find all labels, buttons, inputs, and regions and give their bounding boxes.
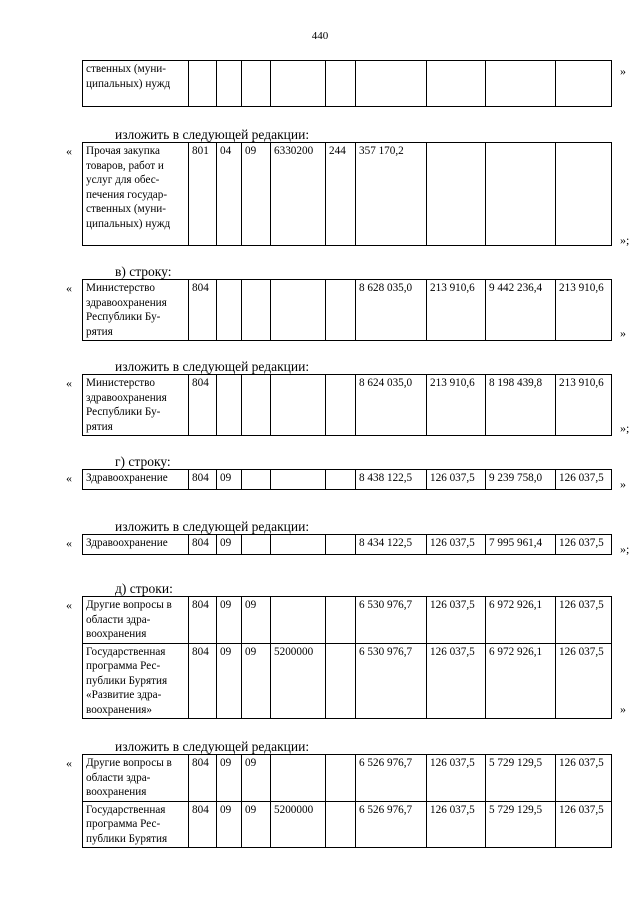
table-cell: 804 — [189, 801, 217, 848]
table-cell — [427, 61, 486, 107]
table-row — [83, 143, 612, 246]
table-row — [83, 375, 612, 436]
row-name-cell: ственных (муни- ципальных) нужд — [83, 61, 189, 107]
table-cell — [189, 61, 217, 107]
table-cell: 09 — [242, 643, 271, 719]
table-cell — [271, 535, 326, 555]
table-cell: 6330200 — [271, 143, 326, 246]
table-cell: 04 — [217, 143, 242, 246]
table-cell: 804 — [189, 597, 217, 644]
table-cell — [217, 375, 242, 436]
budget-table — [82, 596, 612, 719]
section-heading: изложить в следующей редакции: — [115, 359, 310, 374]
table-cell: 126 037,5 — [556, 755, 612, 802]
table-cell: 5 729 129,5 — [486, 801, 556, 848]
table-cell: 126 037,5 — [427, 470, 486, 490]
opening-quote: « — [66, 471, 72, 485]
table-cell — [242, 61, 271, 107]
table-cell: 09 — [217, 597, 242, 644]
table-cell: 09 — [242, 597, 271, 644]
section-heading: изложить в следующей редакции: — [115, 519, 310, 534]
table-cell: 8 198 439,8 — [486, 375, 556, 436]
table-cell — [326, 801, 356, 848]
row-name-cell: Прочая закупка товаров, работ и услуг для обес- печения государ- ственных (муни- ципальных) нужд — [83, 143, 189, 246]
table-cell: 8 624 035,0 — [356, 375, 427, 436]
table-cell — [242, 535, 271, 555]
table-cell: 6 526 976,7 — [356, 755, 427, 802]
table-cell: 804 — [189, 643, 217, 719]
table-cell — [326, 755, 356, 802]
table-cell: 09 — [242, 801, 271, 848]
table-cell: 804 — [189, 280, 217, 341]
opening-quote: « — [66, 598, 72, 612]
table-cell — [271, 280, 326, 341]
table-cell: 09 — [217, 801, 242, 848]
section-heading: в) строку: — [115, 264, 172, 279]
table-row — [83, 755, 612, 802]
table-cell: 9 239 758,0 — [486, 470, 556, 490]
row-name-cell: Здравоохранение — [83, 470, 189, 490]
table-row — [83, 61, 612, 107]
opening-quote: « — [66, 281, 72, 295]
table-cell: 126 037,5 — [556, 643, 612, 719]
table-cell — [486, 143, 556, 246]
table-cell: 804 — [189, 470, 217, 490]
table-cell: 126 037,5 — [556, 470, 612, 490]
table-cell: 8 438 122,5 — [356, 470, 427, 490]
row-name-cell: Министерство здравоохранения Республики Бу- рятия — [83, 375, 189, 436]
table-cell: 5200000 — [271, 643, 326, 719]
table-row — [83, 597, 612, 644]
row-name-cell: Министерство здравоохранения Республики Бу- рятия — [83, 280, 189, 341]
table-cell — [242, 470, 271, 490]
table-cell — [326, 61, 356, 107]
table-cell — [486, 61, 556, 107]
table-cell: 126 037,5 — [556, 597, 612, 644]
table-cell: 126 037,5 — [427, 535, 486, 555]
table-cell — [326, 643, 356, 719]
table-cell: 126 037,5 — [556, 535, 612, 555]
table-cell: 8 628 035,0 — [356, 280, 427, 341]
table-cell: 213 910,6 — [556, 375, 612, 436]
table-cell: 126 037,5 — [427, 643, 486, 719]
table-row — [83, 280, 612, 341]
section-heading: изложить в следующей редакции: — [115, 739, 310, 754]
row-name-cell: Другие вопросы в области здра- воохранения — [83, 597, 189, 644]
table-row — [83, 801, 612, 848]
table-cell: 126 037,5 — [556, 801, 612, 848]
section-heading: д) строки: — [115, 581, 173, 596]
table-cell: 09 — [217, 535, 242, 555]
table-cell: 09 — [217, 470, 242, 490]
table-cell — [356, 61, 427, 107]
table-row — [83, 643, 612, 719]
table-cell: 09 — [217, 643, 242, 719]
table-cell: 6 530 976,7 — [356, 643, 427, 719]
table-cell — [326, 280, 356, 341]
budget-table — [82, 60, 612, 107]
table-cell: 6 972 926,1 — [486, 643, 556, 719]
closing-quote: » — [620, 477, 626, 491]
table-cell: 126 037,5 — [427, 801, 486, 848]
table-cell: 5 729 129,5 — [486, 755, 556, 802]
table-cell: 213 910,6 — [427, 280, 486, 341]
row-name-cell: Государственная программа Рес- публики Бурятия «Развитие здра- воохранения» — [83, 643, 189, 719]
table-cell: 6 530 976,7 — [356, 597, 427, 644]
table-cell: 804 — [189, 535, 217, 555]
table-cell — [271, 61, 326, 107]
opening-quote: « — [66, 376, 72, 390]
budget-table — [82, 142, 612, 246]
table-row — [83, 535, 612, 555]
closing-quote: » — [620, 702, 626, 716]
table-cell: 09 — [242, 143, 271, 246]
table-cell — [271, 597, 326, 644]
budget-table — [82, 534, 612, 555]
table-cell: 8 434 122,5 — [356, 535, 427, 555]
table-cell: 9 442 236,4 — [486, 280, 556, 341]
table-cell: 801 — [189, 143, 217, 246]
table-cell — [326, 597, 356, 644]
row-name-cell: Государственная программа Рес- публики Бурятия — [83, 801, 189, 848]
table-cell: 5200000 — [271, 801, 326, 848]
table-cell — [217, 280, 242, 341]
table-cell — [271, 755, 326, 802]
table-cell — [556, 61, 612, 107]
table-cell: 804 — [189, 375, 217, 436]
table-cell: 09 — [242, 755, 271, 802]
table-cell — [427, 143, 486, 246]
table-cell — [217, 61, 242, 107]
opening-quote: « — [66, 536, 72, 550]
page-number: 440 — [311, 30, 329, 42]
table-cell — [326, 470, 356, 490]
opening-quote: « — [66, 756, 72, 770]
table-cell: 213 910,6 — [427, 375, 486, 436]
closing-quote: »; — [620, 421, 630, 435]
table-cell: 126 037,5 — [427, 755, 486, 802]
closing-quote: »; — [620, 542, 630, 556]
table-cell: 126 037,5 — [427, 597, 486, 644]
table-cell: 7 995 961,4 — [486, 535, 556, 555]
table-cell: 09 — [217, 755, 242, 802]
table-cell: 6 526 976,7 — [356, 801, 427, 848]
table-cell — [556, 143, 612, 246]
opening-quote: « — [66, 144, 72, 158]
budget-table — [82, 469, 612, 490]
table-cell — [242, 375, 271, 436]
row-name-cell: Другие вопросы в области здра- воохранения — [83, 755, 189, 802]
table-cell — [271, 375, 326, 436]
closing-quote: » — [620, 64, 626, 78]
table-cell: 804 — [189, 755, 217, 802]
section-heading: изложить в следующей редакции: — [115, 127, 310, 142]
table-cell — [271, 470, 326, 490]
table-cell — [242, 280, 271, 341]
table-cell — [326, 375, 356, 436]
table-cell — [326, 535, 356, 555]
table-cell: 6 972 926,1 — [486, 597, 556, 644]
table-cell: 357 170,2 — [356, 143, 427, 246]
table-cell: 213 910,6 — [556, 280, 612, 341]
closing-quote: »; — [620, 233, 630, 247]
section-heading: г) строку: — [115, 454, 171, 469]
table-row — [83, 470, 612, 490]
budget-table — [82, 374, 612, 436]
closing-quote: » — [620, 326, 626, 340]
budget-table — [82, 754, 612, 848]
budget-table — [82, 279, 612, 341]
row-name-cell: Здравоохранение — [83, 535, 189, 555]
table-cell: 244 — [326, 143, 356, 246]
